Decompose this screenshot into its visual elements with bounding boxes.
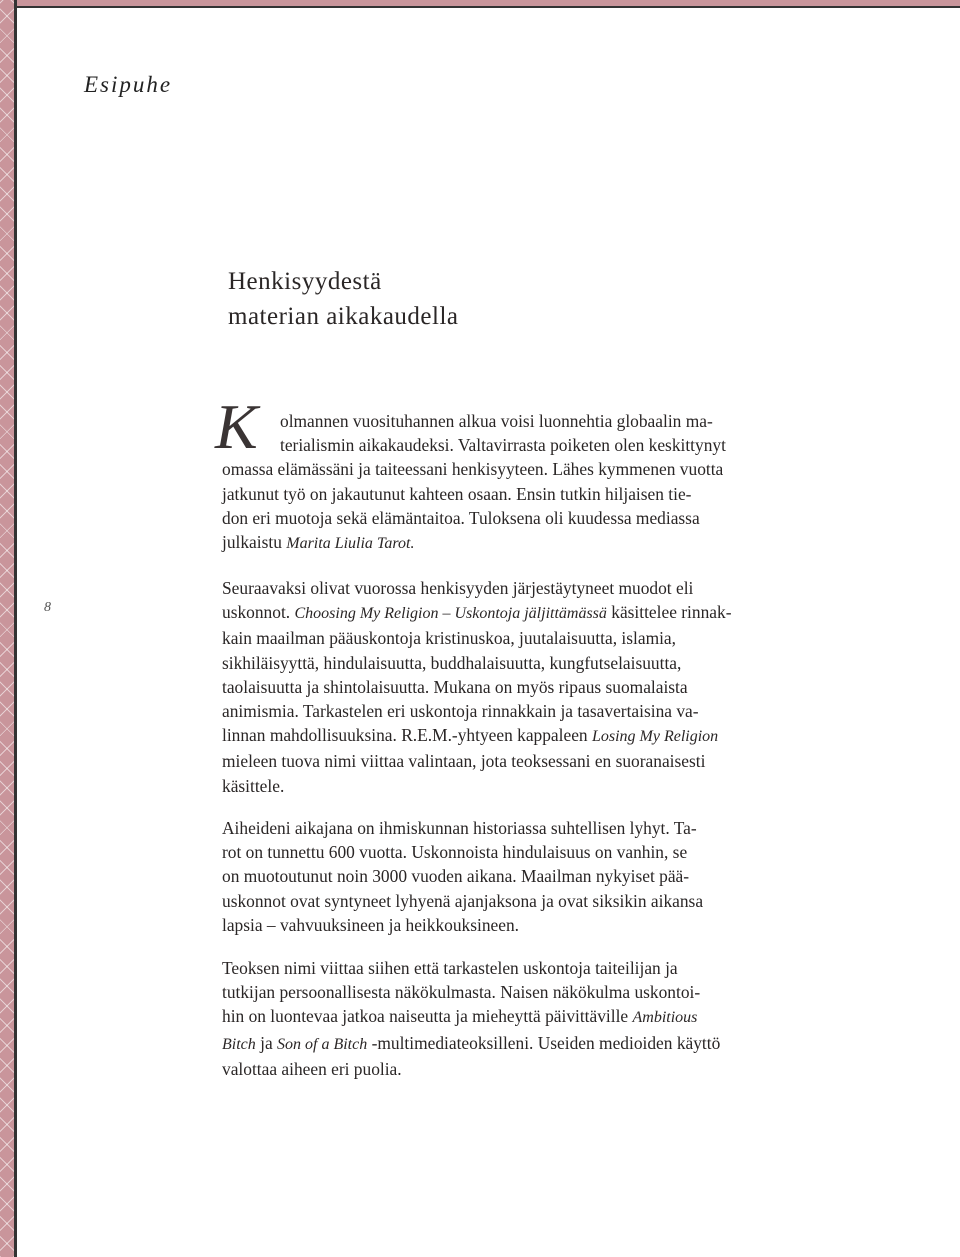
paragraph-4 <box>222 956 720 1081</box>
text-line <box>222 576 732 600</box>
text-line <box>222 723 732 749</box>
decorative-pattern-border <box>0 0 14 1257</box>
text-line <box>222 956 720 980</box>
text-segment: ja <box>255 1032 278 1053</box>
text-segment: omassa elämässäni ja taiteessani henkisyyteen. Lähes kymmenen vuotta <box>222 459 724 480</box>
page-top-border <box>0 0 960 8</box>
text-segment: linnan mahdollisuuksina. R.E.M.-yhtyeen kappaleen <box>222 725 592 746</box>
text-segment: Seuraavaksi olivat vuorossa henkisyyden järjestäytyneet muodot eli <box>222 578 694 598</box>
text-segment: rot on tunnettu 600 vuotta. Uskonnoista hindulaisuus on vanhin, se <box>222 842 688 863</box>
text-segment: Aiheideni aikajana on ihmiskunnan historiassa suhtellisen lyhyt. Ta- <box>222 818 697 838</box>
text-segment: lapsia – vahvuuksineen ja heikkouksineen. <box>222 914 520 935</box>
italic-title: Bitch <box>222 1035 256 1053</box>
text-segment: sikhiläisyyttä, hindulaisuutta, buddhalaisuutta, kungfutselaisuutta, <box>222 652 682 673</box>
heading-line: Henkisyydestä <box>228 268 382 295</box>
text-line <box>222 774 732 798</box>
italic-title: Losing My Religion <box>591 728 719 746</box>
heading-line: materian aikakaudella <box>228 303 459 330</box>
text-segment: hin on luontevaa jatkoa naiseutta ja mieheyttä päivittäville <box>222 1006 633 1027</box>
drop-cap: K <box>215 391 258 462</box>
text-line <box>222 600 732 626</box>
text-line <box>222 699 732 723</box>
text-segment: uskonnot ovat syntyneet lyhyenä ajanjaksona ja ovat siksikin aikansa <box>222 890 704 911</box>
text-segment: mieleen tuova nimi viittaa valintaan, jota teoksessani en suoranaisesti <box>222 751 706 772</box>
section-title: Esipuhe <box>84 72 173 97</box>
text-segment: animismia. Tarkastelen eri uskontoja rinnakkain ja tasavertaisina va- <box>222 701 699 722</box>
paragraph-2 <box>222 576 732 798</box>
page-number: 8 <box>44 600 51 615</box>
text-segment: julkaistu <box>222 532 287 553</box>
text-line <box>222 816 703 840</box>
text-segment: terialismin aikakaudeksi. Valtavirrasta poiketen olen keskittynyt <box>280 435 726 456</box>
text-segment: don eri muotoja sekä elämäntaitoa. Tuloksena oli kuudessa mediassa <box>222 507 700 528</box>
text-line <box>222 1057 720 1081</box>
chapter-heading <box>228 264 459 334</box>
text-segment: Teoksen nimi viittaa siihen että tarkastelen uskontoja taiteilijan ja <box>222 958 678 978</box>
text-line <box>222 749 732 773</box>
text-line <box>222 409 726 433</box>
text-segment: kain maailman pääuskontoja kristinuskoa, juutalaisuutta, islamia, <box>222 628 676 649</box>
paragraph-1 <box>215 391 726 556</box>
text-line <box>222 626 732 650</box>
text-line <box>222 1031 720 1057</box>
text-segment: jatkunut työ on jakautunut kahteen osaan. Ensin tutkin hiljaisen tie- <box>222 483 692 504</box>
italic-title: Son of a Bitch <box>277 1035 368 1053</box>
text-line <box>222 1004 720 1030</box>
text-line <box>222 457 726 481</box>
text-line <box>222 889 703 913</box>
text-segment: on muotoutunut noin 3000 vuoden aikana. Maailman nykyiset pää- <box>222 866 690 887</box>
text-segment: valottaa aiheen eri puolia. <box>222 1058 402 1079</box>
text-line <box>222 913 703 937</box>
text-segment: käsittele. <box>222 775 285 796</box>
text-line <box>222 530 726 556</box>
text-segment: -multimediateoksilleni. Useiden medioiden käyttö <box>367 1032 721 1053</box>
paragraph-3 <box>222 816 703 937</box>
text-line <box>222 840 703 864</box>
text-segment: uskonnot. <box>222 602 295 623</box>
text-line <box>222 651 732 675</box>
text-line <box>222 506 726 530</box>
text-segment: tutkijan persoonallisesta näkökulmasta. Naisen näkökulma uskontoi- <box>222 982 701 1003</box>
text-line <box>222 675 732 699</box>
text-segment: käsittelee rinnak- <box>606 602 732 623</box>
text-line <box>222 864 703 888</box>
text-segment: olmannen vuosituhannen alkua voisi luonnehtia globaalin ma- <box>280 411 713 431</box>
text-segment: taolaisuutta ja shintolaisuutta. Mukana on myös ripaus suomalaista <box>222 676 688 697</box>
italic-title: Ambitious <box>632 1009 698 1027</box>
text-line <box>222 433 726 457</box>
italic-title: Marita Liulia Tarot. <box>286 535 415 553</box>
text-line <box>222 482 726 506</box>
italic-title: Choosing My Religion – Uskontoja jäljittämässä <box>294 605 607 623</box>
text-line <box>222 980 720 1004</box>
page-edge <box>14 0 17 1257</box>
